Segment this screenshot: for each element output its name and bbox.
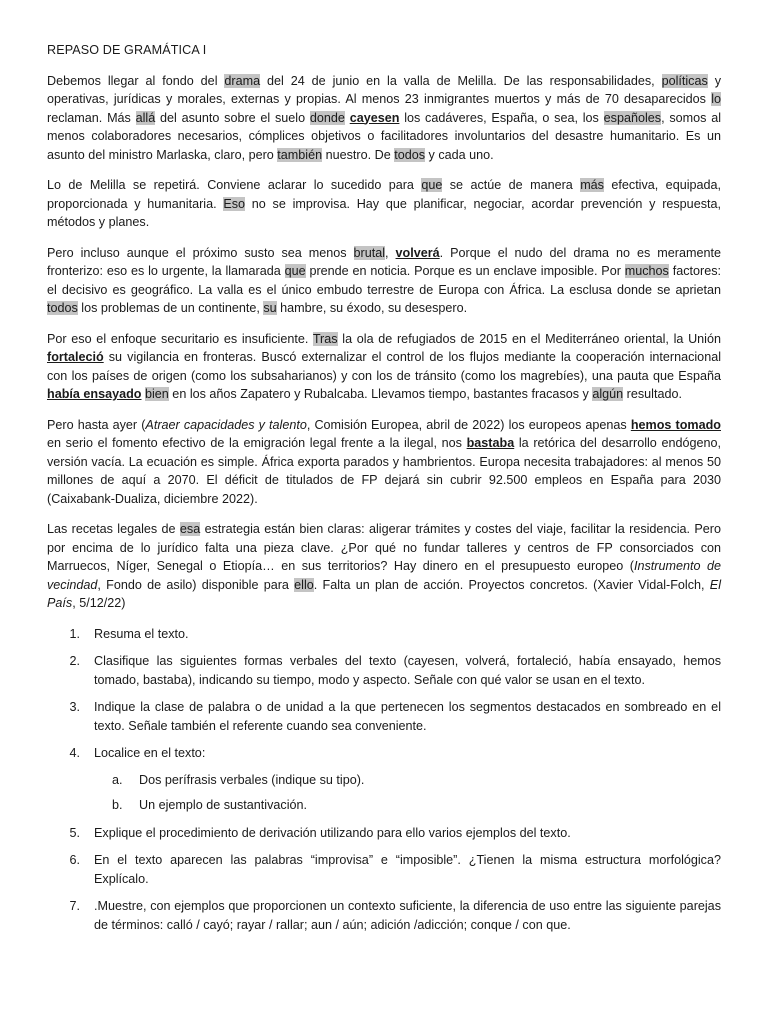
highlighted-segment: esa bbox=[179, 522, 201, 536]
text-run: , 5/12/22) bbox=[72, 596, 126, 610]
question-text: Localice en el texto: bbox=[94, 746, 206, 760]
paragraph bbox=[47, 72, 721, 165]
verb-form: bastaba bbox=[466, 436, 515, 450]
highlighted-segment: brutal bbox=[353, 245, 386, 260]
text-run: se actúe de manera bbox=[442, 178, 581, 192]
question-item bbox=[47, 897, 721, 934]
text-run: su vigilancia en fronteras. Buscó externalizar el control de los flujos mediante la cooperación internacional con los países de origen (como los subsaharianos) y con los de tránsito (como los magrebíes), una pauta que España bbox=[47, 350, 721, 383]
text-run: Pero incluso aunque el próximo susto sea menos bbox=[47, 245, 354, 260]
question-number: 3. bbox=[69, 700, 80, 714]
highlighted-segment: su bbox=[263, 301, 277, 315]
highlighted-segment: que bbox=[421, 178, 443, 192]
question-number: 2. bbox=[69, 654, 80, 668]
text-run: y operativas, jurídicas y morales, externas y propias. Al menos 23 inmigrantes muertos y más de 70 desaparecidos bbox=[47, 73, 721, 106]
text-run: , bbox=[385, 245, 396, 260]
paragraph bbox=[47, 244, 721, 318]
text-run: no se improvisa. Hay que planificar, negociar, acordar prevención y respuesta, métodos y planes. bbox=[47, 196, 721, 229]
highlighted-segment: políticas bbox=[661, 73, 708, 88]
text-run: en serio el fomento efectivo de la emigración legal frente a la ilegal, nos bbox=[47, 436, 467, 450]
subquestion-letter: a. bbox=[112, 772, 123, 787]
question-number: 1. bbox=[69, 626, 80, 641]
text-run: del 24 de junio en la valla de Melilla. De las responsabilidades, bbox=[260, 73, 662, 88]
subquestion-item bbox=[94, 771, 721, 790]
highlighted-segment: lo bbox=[711, 92, 721, 106]
highlighted-segment: drama bbox=[224, 73, 261, 88]
question-item bbox=[47, 625, 721, 644]
question-text: Resuma el texto. bbox=[94, 626, 189, 641]
paragraph bbox=[47, 176, 721, 232]
verb-form: cayesen bbox=[349, 110, 400, 125]
text-run: hambre, su éxodo, su desespero. bbox=[276, 301, 468, 315]
question-text: Clasifique las siguientes formas verbales del texto (cayesen, volverá, fortaleció, había ensayado, hemos tomado, bastaba), indicando su tiempo, modo y aspecto. Señale con qué valor se usan en el texto. bbox=[94, 654, 721, 687]
question-text: Explique el procedimiento de derivación utilizando para ello varios ejemplos del texto. bbox=[94, 825, 571, 840]
paragraph bbox=[47, 330, 721, 404]
subquestion-list bbox=[94, 771, 721, 815]
highlighted-segment: todos bbox=[394, 147, 426, 162]
italic-title: El País bbox=[47, 577, 721, 610]
highlighted-segment: Tras bbox=[312, 331, 338, 346]
italic-title: Atraer capacidades y talento bbox=[145, 417, 307, 432]
text-run: los problemas de un continente, bbox=[77, 301, 264, 315]
text-run: Por eso el enfoque securitario es insuficiente. bbox=[47, 331, 313, 346]
text-run: la ola de refugiados de 2015 en el Mediterráneo oriental, la Unión bbox=[337, 331, 721, 346]
text-run: , somos al menos colaboradores necesarios, cómplices objetivos o facilitadores involuntarios del desastre humanitario. Es un asunto del ministro Marlaska, claro, pero bbox=[47, 110, 721, 162]
verb-form: fortaleció bbox=[47, 350, 104, 364]
highlighted-segment: Eso bbox=[223, 196, 246, 211]
text-run: prende en noticia. Porque es un enclave imposible. Por bbox=[305, 264, 625, 278]
question-list bbox=[47, 625, 721, 935]
question-number: 5. bbox=[69, 825, 80, 840]
highlighted-segment: allá bbox=[135, 110, 156, 125]
question-text: En el texto aparecen las palabras “improvisa” e “imposible”. ¿Tienen la misma estructura morfológica? Explícalo. bbox=[94, 853, 721, 886]
highlighted-segment: muchos bbox=[624, 264, 669, 278]
text-run: del asunto sobre el suelo bbox=[155, 110, 310, 125]
highlighted-segment: también bbox=[277, 147, 323, 162]
highlighted-segment: españoles bbox=[603, 110, 662, 125]
text-run: . Falta un plan de acción. Proyectos concretos. (Xavier Vidal-Folch, bbox=[313, 577, 710, 592]
verb-form: había ensayado bbox=[47, 387, 142, 401]
text-run: Pero hasta ayer ( bbox=[47, 417, 146, 432]
question-text: .Muestre, con ejemplos que proporcionen un contexto suficiente, la diferencia de uso entre las siguiente parejas de términos: calló / cayó; rayar / rallar; aun / aún; adición /adicción; conque / con que. bbox=[94, 899, 721, 932]
question-number: 7. bbox=[69, 899, 80, 913]
subquestion-text: Un ejemplo de sustantivación. bbox=[139, 798, 308, 812]
document-title: REPASO DE GRAMÁTICA I bbox=[47, 43, 207, 57]
text-run: reclaman. Más bbox=[47, 110, 136, 125]
highlighted-segment: donde bbox=[309, 110, 345, 125]
paragraph bbox=[47, 416, 721, 509]
text-run: Lo de Melilla se repetirá. Conviene aclarar lo sucedido para bbox=[47, 178, 422, 192]
question-item bbox=[47, 698, 721, 735]
text-run: la retórica del desarrollo endógeno, versión vacía. La ecuación es simple. África exporta parados y hambrientos. Europa necesita trabajadores: al menos 50 millones de aquí a 2070. El déficit de titulados de FP dejará sin cubrir 92.500 empleos en España para 2030 (Caixabank-Dualiza, diciembre 2022). bbox=[47, 436, 721, 506]
text-run: y cada uno. bbox=[425, 147, 494, 162]
text-run: resultado. bbox=[623, 387, 682, 401]
question-number: 6. bbox=[69, 853, 80, 867]
subquestion-item bbox=[94, 796, 721, 815]
text-body bbox=[47, 72, 721, 613]
highlighted-segment: que bbox=[284, 264, 306, 278]
text-run: . Porque el nudo del drama no es meramente fronterizo: eso es lo urgente, la llamarada bbox=[47, 245, 721, 278]
text-run: estrategia están bien claras: aligerar trámites y costes del viaje, facilitar la residencia. Pero por encima de lo jurídico falta una pieza clave. ¿Por qué no fundar talleres y centros de FP consorciados con Marruecos, Níger, Senegal o Etiopía… en sus territorios? Hay dinero en el presupuesto europeo ( bbox=[47, 522, 721, 573]
text-run: nuestro. De bbox=[322, 147, 395, 162]
text-run: Las recetas legales de bbox=[47, 522, 180, 536]
question-item bbox=[47, 851, 721, 888]
highlighted-segment: todos bbox=[47, 301, 78, 315]
text-run: efectiva, equipada, proporcionada y humanitaria. bbox=[47, 178, 722, 211]
paragraph bbox=[47, 520, 721, 613]
verb-form: hemos tomado bbox=[630, 417, 721, 432]
question-text: Indique la clase de palabra o de unidad a la que pertenecen los segmentos destacados en sombreado en el texto. Señale también el referente cuando sea conveniente. bbox=[94, 700, 721, 733]
question-item bbox=[47, 744, 721, 815]
question-item bbox=[47, 824, 721, 843]
question-number: 4. bbox=[69, 746, 80, 760]
subquestion-letter: b. bbox=[112, 798, 123, 812]
text-run: factores: el decisivo es geográfico. La valla es el único embudo terrestre de Europa con África. La esclusa donde se aprietan bbox=[47, 264, 721, 297]
text-run: en los años Zapatero y Rubalcaba. Llevamos tiempo, bastantes fracasos y bbox=[168, 387, 593, 401]
italic-title: Instrumento de vecindad bbox=[47, 559, 721, 592]
question-item bbox=[47, 652, 721, 689]
highlighted-segment: ello bbox=[294, 577, 314, 592]
text-run: , Comisión Europea, abril de 2022) los europeos apenas bbox=[306, 417, 631, 432]
highlighted-segment: algún bbox=[592, 387, 624, 401]
highlighted-segment: bien bbox=[145, 387, 169, 401]
verb-form: volverá bbox=[395, 245, 440, 260]
text-run: Debemos llegar al fondo del bbox=[47, 73, 225, 88]
text-run: los cadáveres, España, o sea, los bbox=[399, 110, 604, 125]
highlighted-segment: más bbox=[580, 178, 604, 192]
subquestion-text: Dos perífrasis verbales (indique su tipo). bbox=[139, 772, 365, 787]
text-run: , Fondo de asilo) disponible para bbox=[97, 577, 295, 592]
